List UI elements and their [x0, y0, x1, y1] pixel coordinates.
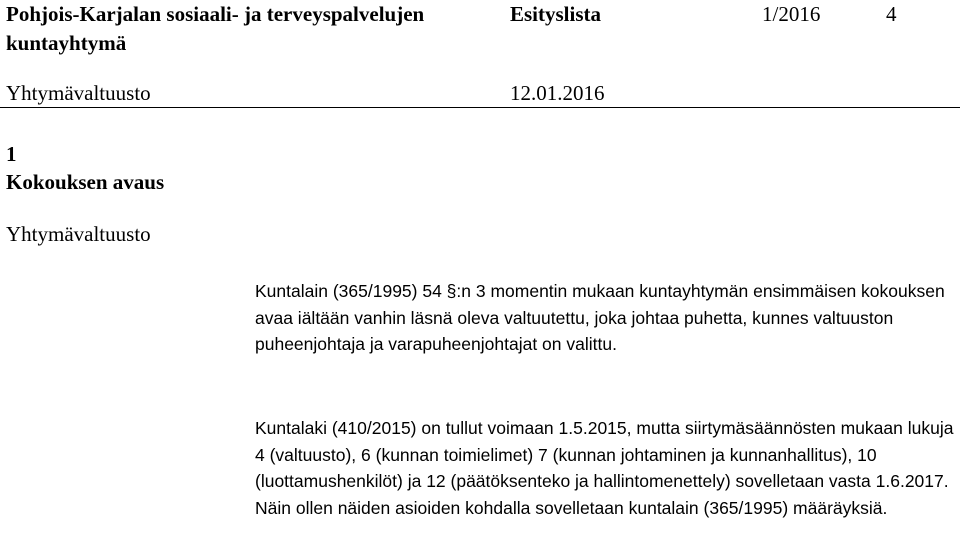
agenda-item-number: 1: [6, 142, 17, 166]
page-number: 4: [886, 2, 897, 26]
organization-name: Pohjois-Karjalan sosiaali- ja terveyspalvelujen kuntayhtymä: [6, 2, 425, 55]
agenda-item-body: Yhtymävaltuusto: [6, 222, 151, 246]
issue-number: 1/2016: [762, 2, 821, 26]
paragraph-municipal-act-1995: Kuntalain (365/1995) 54 §:n 3 momentin mukaan kuntayhtymän ensimmäisen kokouksen avaa iältään vanhin läsnä oleva valtuutettu, joka johtaa puhetta, kunnes valtuuston puheenjohtaja ja varapuheenjohtajat on valittu.: [255, 281, 945, 355]
paragraph-municipal-act-2015: Kuntalaki (410/2015) on tullut voimaan 1.5.2015, mutta siirtymäsäännösten mukaan lukuja 4 (valtuusto), 6 (kunnan toimielimet) 7 (kunnan johtaminen ja kunnanhallitus), 10 (luottamushenkilöt) ja 12 (päätöksenteko ja hallintomenettely) sovelletaan vasta 1.6.2017. Näin ollen näiden asioiden kohdalla sovelletaan kuntalain (365/1995) määräyksiä.: [255, 418, 954, 518]
meeting-body: Yhtymävaltuusto: [6, 81, 151, 105]
agenda-item-title: Kokouksen avaus: [6, 170, 165, 194]
meeting-date: 12.01.2016: [510, 81, 605, 105]
header-divider: [0, 107, 960, 108]
document-type: Esityslista: [510, 2, 602, 26]
